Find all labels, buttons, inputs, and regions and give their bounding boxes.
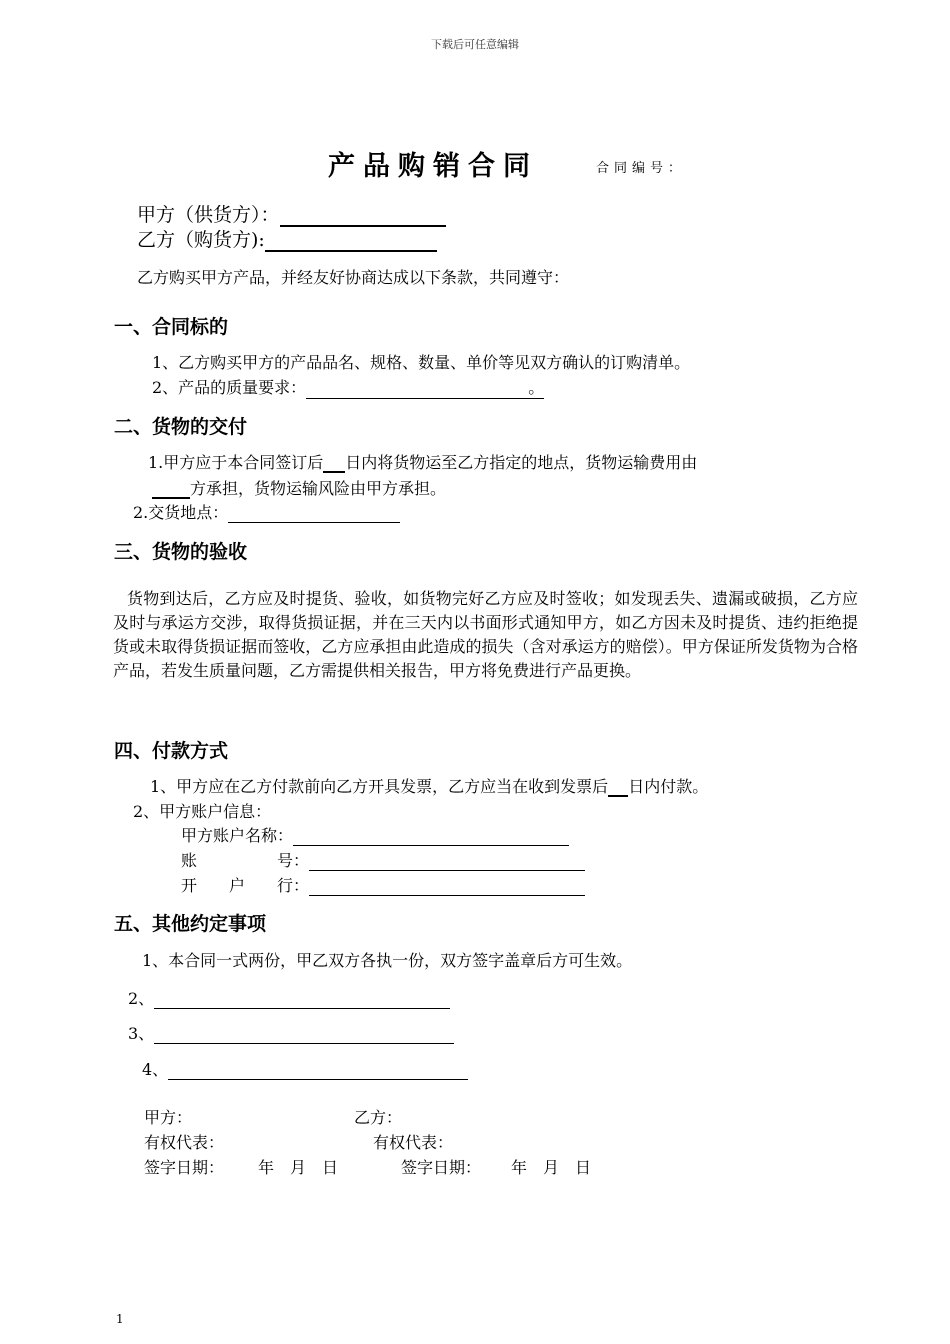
account-number-line — [181, 848, 585, 871]
account-name-label: 甲方账户名称： — [181, 826, 294, 845]
party-a-blank[interactable] — [280, 207, 446, 227]
s5-item2-blank[interactable] — [154, 992, 450, 1009]
freight-party-blank[interactable] — [152, 479, 190, 499]
s5-item3-label: 3、 — [128, 1024, 155, 1043]
party-a-line — [137, 200, 446, 227]
account-number-blank[interactable] — [309, 854, 585, 871]
party-b-blank[interactable] — [265, 232, 437, 252]
delivery-place-blank[interactable] — [228, 506, 400, 523]
s2-item1-b: 日内将货物运至乙方指定的地点，货物运输费用由 — [345, 453, 698, 472]
section-2-title: 二、货物的交付 — [114, 416, 248, 438]
s4-item2: 2、甲方账户信息： — [133, 802, 272, 821]
section-3-title: 三、货物的验收 — [114, 541, 248, 563]
s1-item2-label: 2、产品的质量要求： — [152, 378, 307, 397]
s1-item1: 1、乙方购买甲方的产品品名、规格、数量、单价等见双方确认的订购清单。 — [152, 353, 691, 372]
section-1-title: 一、合同标的 — [114, 316, 229, 338]
s5-item4-label: 4、 — [142, 1060, 169, 1079]
sign-date-b-label: 签字日期： — [401, 1158, 482, 1177]
s2-item2-label: 2.交货地点： — [133, 503, 229, 522]
header-note: 下载后可任意编辑 — [431, 38, 519, 51]
s2-item1-line1 — [148, 450, 697, 473]
section-4-title: 四、付款方式 — [114, 740, 229, 762]
s3-paragraph: 货物到达后，乙方应及时提货、验收，如货物完好乙方应及时签收；如发现丢失、遗漏或破损，乙方应及时与承运方交涉，取得货损证据，并在三天内以书面形式通知甲方，如乙方因未及时提货、违约拒绝提货或未取得货损证据而签收，乙方应承担由此造成的损失（含对承运方的赔偿）。甲方保证所发货物为合格产品，若发生质量问题，乙方需提供相关报告，甲方将免费进行产品更换。 — [113, 589, 858, 680]
section-5-title: 五、其他约定事项 — [114, 913, 267, 935]
bank-label-a: 开 — [181, 876, 198, 895]
s5-item4 — [142, 1057, 468, 1080]
s4-item1 — [150, 774, 708, 797]
account-name-line — [181, 823, 569, 846]
party-a-label: 甲方（供货方）： — [137, 204, 280, 226]
s2-item1-line2 — [152, 476, 446, 499]
s1-item2-end: 。 — [528, 375, 544, 399]
s2-item1-c: 方承担，货物运输风险由甲方承担。 — [190, 479, 447, 498]
s4-item1-b: 日内付款。 — [628, 777, 709, 796]
s2-item2 — [133, 500, 400, 523]
s5-item1: 1、本合同一式两份，甲乙双方各执一份，双方签字盖章后方可生效。 — [142, 951, 633, 970]
s5-item3-blank[interactable] — [154, 1027, 454, 1044]
s5-item3 — [128, 1021, 454, 1044]
sign-rep-b: 有权代表： — [373, 1133, 454, 1152]
page-number: 1 — [116, 1312, 124, 1326]
days-blank[interactable] — [323, 453, 345, 473]
s5-item2 — [128, 986, 450, 1009]
s1-item2 — [152, 375, 544, 399]
s5-item2-label: 2、 — [128, 989, 155, 1008]
account-number-label-b: 号： — [277, 851, 310, 870]
sign-rep-a: 有权代表： — [144, 1133, 225, 1152]
sign-party-b: 乙方： — [354, 1108, 403, 1127]
intro-text: 乙方购买甲方产品，并经友好协商达成以下条款，共同遵守： — [137, 268, 570, 287]
contract-number-label: 合同编号： — [596, 161, 687, 176]
sign-party-a: 甲方： — [144, 1108, 193, 1127]
s2-item1-a: 1.甲方应于本合同签订后 — [148, 453, 324, 472]
sign-date-a-label: 签字日期： — [144, 1158, 225, 1177]
sign-date-b-value: 年 月 日 — [511, 1158, 592, 1177]
s5-item4-blank[interactable] — [168, 1063, 468, 1080]
bank-label-b: 户 — [229, 876, 246, 895]
document-title: 产品购销合同 — [328, 151, 538, 182]
party-b-label: 乙方（购货方): — [137, 229, 265, 251]
s4-item1-a: 1、甲方应在乙方付款前向乙方开具发票，乙方应当在收到发票后 — [150, 777, 609, 796]
bank-line — [181, 873, 585, 896]
party-b-line — [137, 225, 437, 252]
bank-blank[interactable] — [309, 879, 585, 896]
sign-date-a-value: 年 月 日 — [258, 1158, 339, 1177]
account-name-blank[interactable] — [293, 829, 569, 846]
account-number-label-a: 账 — [181, 851, 198, 870]
quality-blank[interactable] — [306, 382, 528, 399]
bank-label-c: 行： — [277, 876, 310, 895]
payment-days-blank[interactable] — [608, 777, 628, 797]
